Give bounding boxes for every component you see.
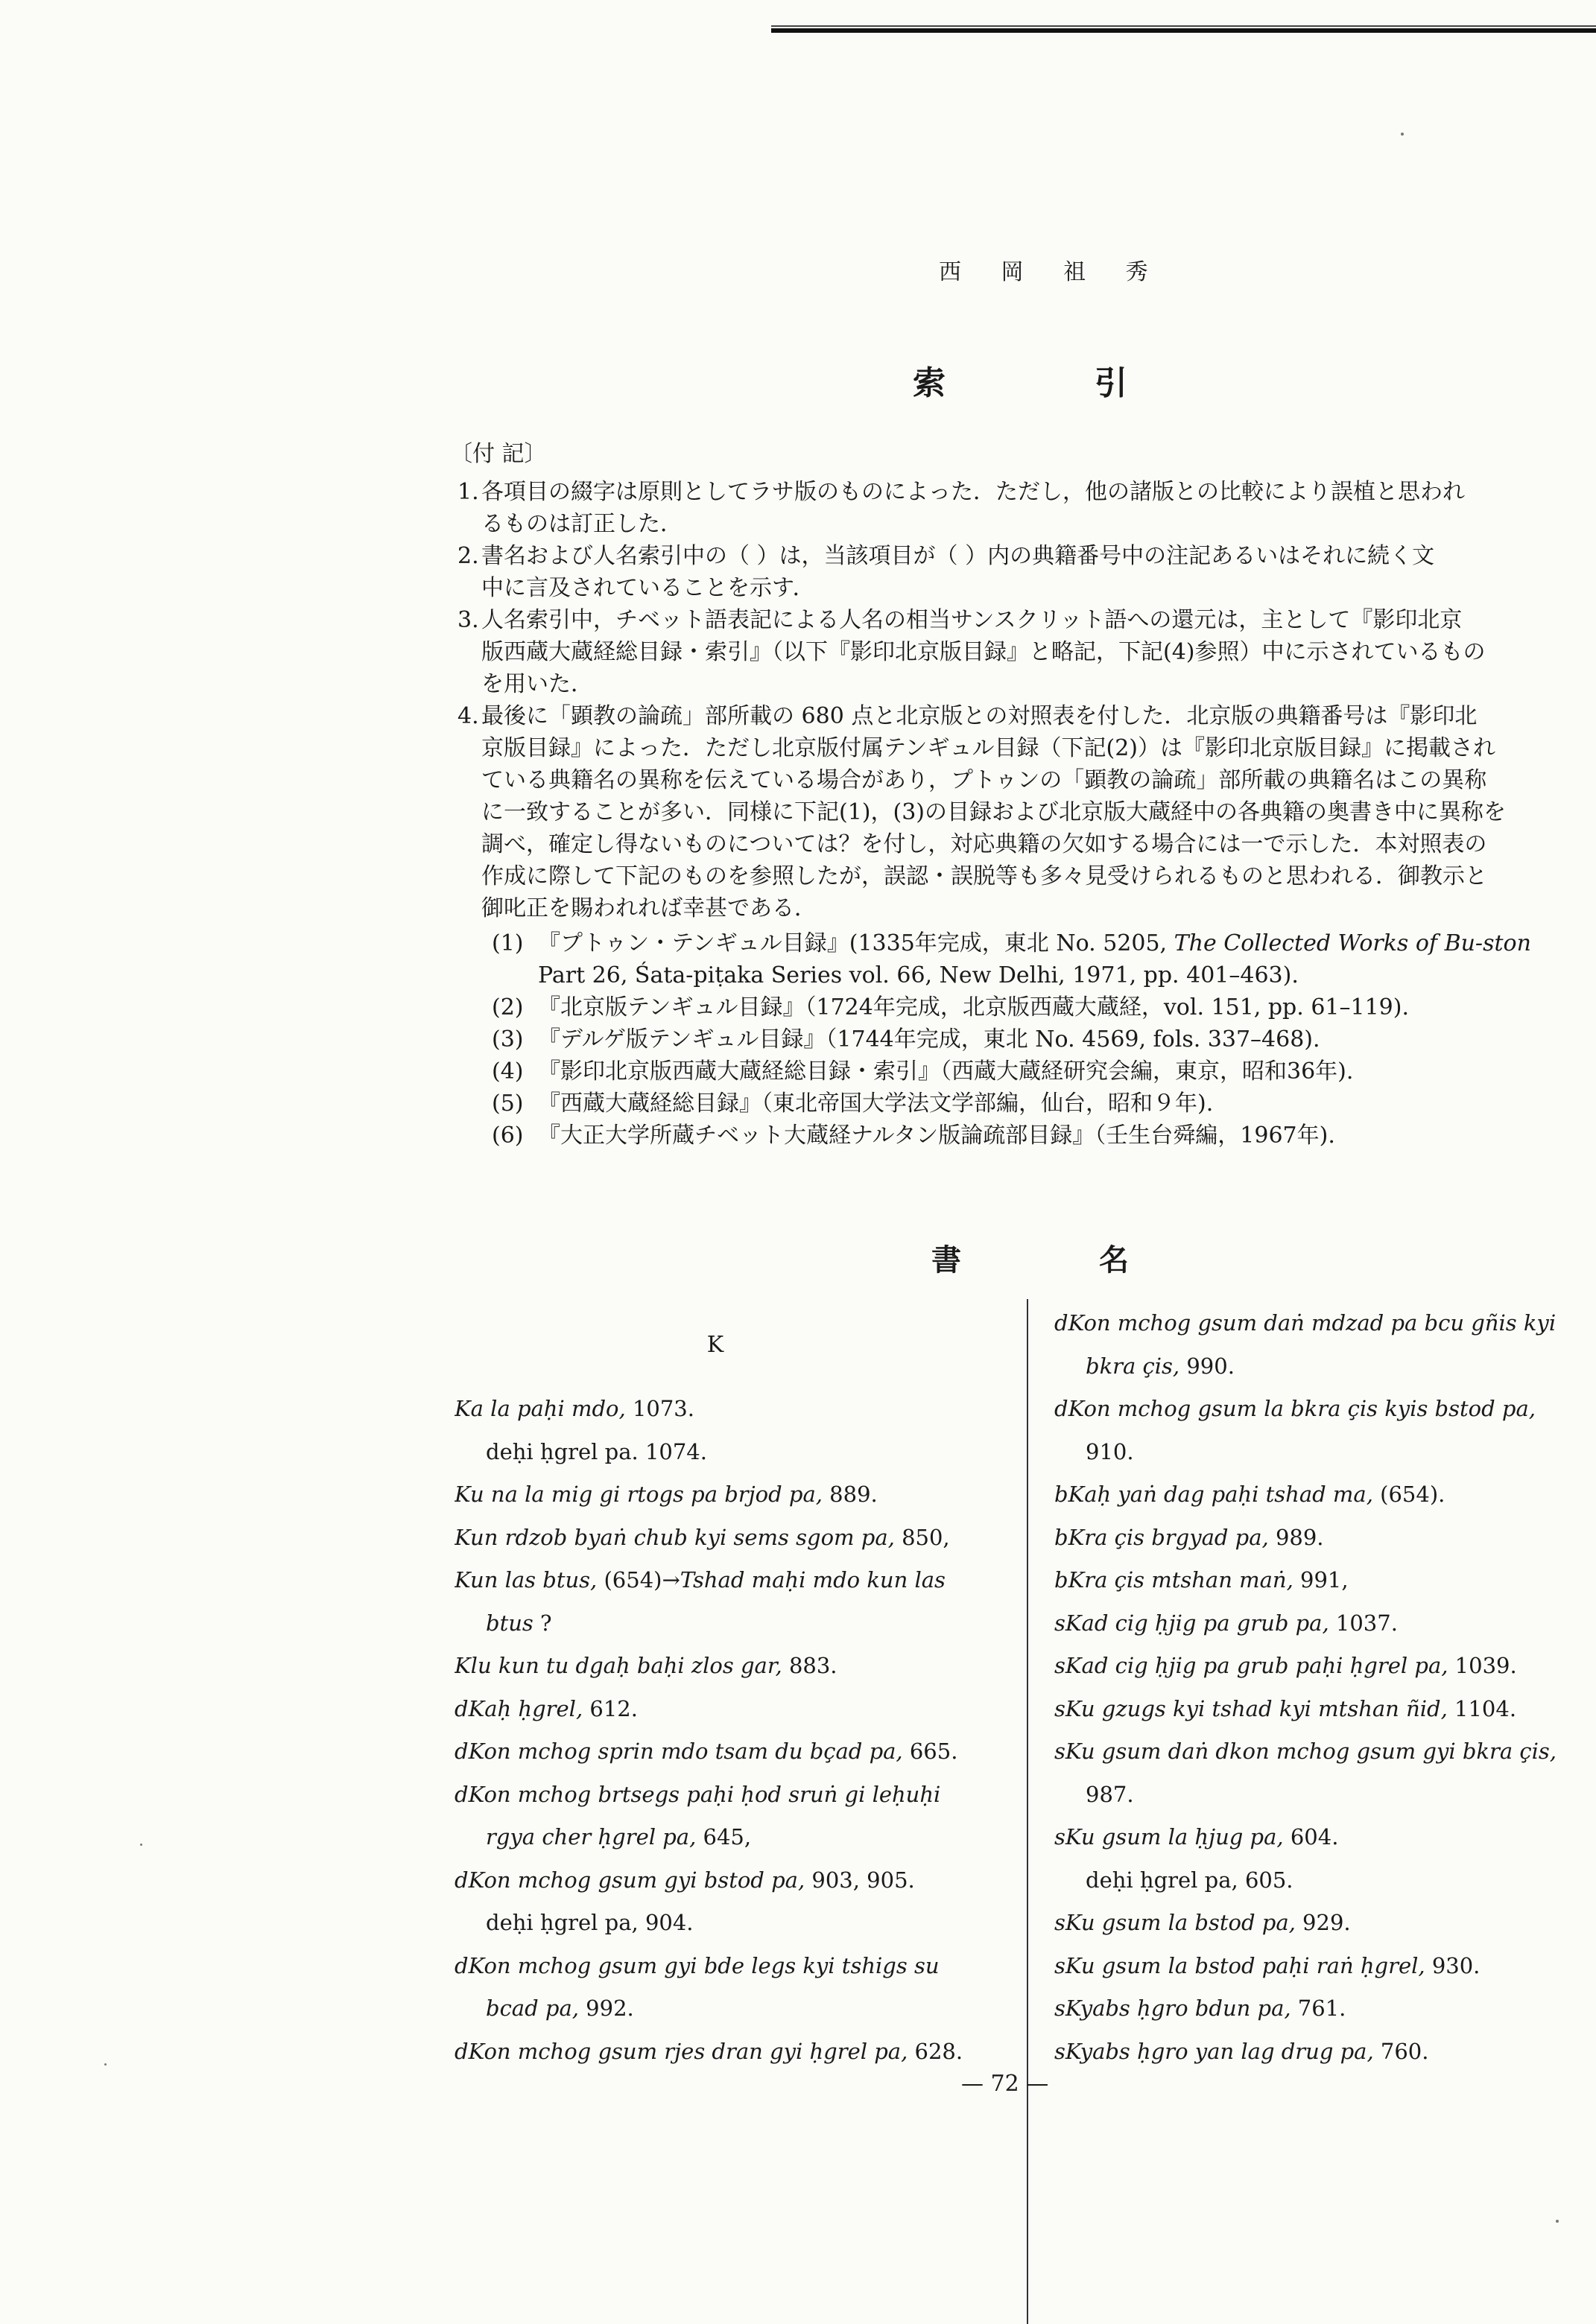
index-entry [455,2031,1006,2074]
note-line: 調べ，確定し得ないものについては？を付し，対応典籍の欠如する場合には一で示した．本対照表の [481,831,1487,857]
references-list [492,927,1596,1152]
index-entry-continuation [1054,1774,1596,1817]
entry-title: dKon mchog gsum rjes dran gyi ḥgrel pa, [455,2038,908,2064]
note-line: 最後に「顕教の論疏」部所載の 680 点と北京版との対照表を付した．北京版の典籍番号は『影印北 [481,703,1478,729]
entry-title: sKyabs ḥgro yan lag drug pa, [1054,2038,1374,2064]
note-item [450,476,1596,540]
entry-reference: deḥi ḥgrel pa, 605. [1086,1867,1293,1893]
reference-item [492,927,1596,991]
reference-text: 『影印北京版西蔵大蔵経総目録・索引』（西蔵大蔵経研究会編，東京，昭和36年). [538,1058,1354,1085]
notes-items [450,476,1596,924]
entry-reference: 612. [583,1695,638,1721]
note-line: を用いた． [481,671,593,697]
author-name: 西 岡 祖 秀 [939,259,1165,285]
note-line: るものは訂正した． [481,511,683,537]
reference-text: 『北京版テンギュル目録』（1724年完成，北京版西蔵大蔵経，vol. 151, pp. 61–119). [538,994,1410,1020]
entry-reference: 889. [822,1482,878,1507]
reference-title: The Collected Works of Bu-ston [1174,930,1531,956]
entry-reference: 604. [1283,1824,1339,1850]
reference-number: (1) [492,930,524,956]
index-entry [455,1688,1006,1731]
note-line: 版西蔵大蔵経総目録・索引』（以下『影印北京版目録』と略記，下記(4)参照）中に示されているもの [481,639,1486,665]
index-entry [1054,2031,1596,2074]
entry-title: dKon mchog gsum gyi bde legs kyi tshigs su [455,1952,940,1978]
entry-title: sKad cig ḥjig pa grub pa, [1054,1610,1329,1636]
entry-reference: (654). [1372,1482,1445,1507]
index-entry [1054,1902,1596,1945]
entry-reference: 1104. [1447,1695,1517,1721]
note-line: に一致することが多い．同様に下記(1)，(3)の目録および北京版大蔵経中の各典籍の奥書き中に異称を [481,799,1506,825]
entry-reference: 665. [902,1739,958,1764]
reference-number: (4) [492,1058,524,1085]
top-rule [771,28,1596,33]
entry-reference: 989. [1268,1524,1324,1550]
scan-speck [1401,133,1404,136]
reference-line [538,927,1596,959]
note-line: 人名索引中，チベット語表記による人名の相当サンスクリット語への還元は，主として『影印北京 [481,607,1463,633]
index-column-left [455,1302,1006,2073]
entry-reference: 930. [1425,1952,1481,1978]
index-entry-continuation [1054,1859,1596,1902]
reference-item [492,1055,1596,1088]
index-entry [1054,1730,1596,1774]
entry-title: Kun rdzob byaṅ chub kyi sems sgom pa, [455,1524,895,1550]
entry-reference: 850, [894,1524,950,1550]
index-entry [1054,1645,1596,1688]
entry-reference: 883. [782,1653,837,1678]
entry-reference: deḥi ḥgrel pa. 1074. [486,1438,707,1464]
index-entry [455,1473,1006,1517]
note-number: 2. [457,543,479,569]
entry-title: dKaḥ ḥgrel, [455,1695,583,1721]
entry-reference: 903, 905. [805,1867,915,1893]
note-line: 各項目の綴字は原則としてラサ版のものによった．ただし，他の諸版との比較により誤植と思われ [481,479,1465,505]
entry-reference: 1037. [1329,1610,1398,1636]
index-entry-continuation [455,1987,1006,2031]
index-column-right [1054,1302,1596,2073]
entry-reference: 1039. [1448,1653,1517,1678]
entry-reference: 929. [1295,1910,1351,1935]
index-entry [1054,1559,1596,1602]
entry-reference: 1073. [625,1396,694,1421]
index-heading-char-1: 索 [913,364,946,402]
entry-reference: 645, [696,1824,752,1850]
reference-line [538,1088,1596,1120]
note-line: 御叱正を賜われれば幸甚である． [481,895,817,921]
entry-title: Klu kun tu dgaḥ baḥi zlos gar, [455,1653,782,1678]
reference-line [538,1023,1596,1055]
entry-title: bKra çis mtshan maṅ, [1054,1567,1293,1593]
note-number: 1. [457,479,479,505]
entry-reference: 628. [908,2038,963,2064]
entry-title: sKyabs ḥgro bdun pa, [1054,1996,1291,2021]
index-entry [1054,1602,1596,1645]
note-item [450,604,1596,700]
entry-title: btus [486,1610,533,1636]
entry-title: Kun las btus, [455,1567,598,1593]
index-entry [1054,1517,1596,1560]
reference-line [538,991,1596,1023]
index-entry [455,1388,1006,1431]
entry-title: bKra çis brgyad pa, [1054,1524,1269,1550]
entry-reference: 987. [1086,1781,1134,1807]
page-number: — 72 — [961,2071,1049,2097]
entry-reference: ? [533,1610,552,1636]
index-entry-continuation [455,1816,1006,1859]
index-entry [1054,1987,1596,2031]
index-heading [913,356,1127,404]
note-number: 4. [457,703,479,729]
entry-title: bkra çis, [1086,1353,1180,1379]
entry-title: sKu gsum daṅ dkon mchog gsum gyi bkra çis, [1054,1739,1557,1764]
reference-text: 『プトゥン・テンギュル目録』(1335年完成，東北 No. 5205, [538,930,1174,956]
note-line: 中に言及されていることを示す． [481,575,815,601]
entry-title: dKon mchog gsum daṅ mdzad pa bcu gñis kyi [1054,1310,1557,1336]
index-entry-continuation [455,1902,1006,1945]
index-entry-continuation [1054,1345,1596,1388]
entry-title: Ku na la mig gi rtogs pa brjod pa, [455,1482,823,1507]
reference-line [538,1120,1596,1152]
scan-speck [140,1844,142,1846]
notes-title: 〔付 記〕 [450,441,547,467]
index-entry [455,1774,1006,1817]
reference-text: 『デルゲ版テンギュル目録』（1744年完成，東北 No. 4569, fols. 337–468). [538,1026,1320,1053]
supplementary-notes [450,438,1596,1152]
note-line: 作成に際して下記のものを参照したが，誤認・誤脱等も多々見受けられるものと思われる．御教示と [481,863,1487,889]
entry-reference: 760. [1373,2038,1429,2064]
index-entry [455,1859,1006,1902]
note-line: 京版目録』によった．ただし北京版付属テンギュル目録（下記(2)）は『影印北京版目録』に掲載され [481,735,1495,761]
index-entry [455,1730,1006,1774]
index-entry [1054,1473,1596,1517]
scan-speck [104,2063,107,2066]
reference-text: 『大正大学所蔵チベット大蔵経ナルタン版論疏部目録』（壬生台舜編，1967年). [538,1123,1335,1149]
entry-reference: 991, [1293,1567,1349,1593]
entry-title: rgya cher ḥgrel pa, [486,1824,697,1850]
note-item [450,540,1596,604]
index-entry-continuation [455,1431,1006,1474]
index-entry [1054,1816,1596,1859]
left-entries [455,1388,1006,2073]
entry-reference: deḥi ḥgrel pa, 904. [486,1910,694,1935]
reference-item [492,1023,1596,1055]
entry-title: sKu gsum la bstod pa, [1054,1910,1296,1935]
reference-number: (3) [492,1026,524,1053]
titles-heading-char-1: 書 [931,1242,961,1277]
right-entries [1054,1302,1596,2073]
note-line: 書名および人名索引中の（ ）は，当該項目が（ ）内の典籍番号中の注記あるいはそれに続く文 [481,543,1435,569]
scan-speck [1556,2220,1559,2223]
section-letter: K [706,1332,724,1358]
titles-heading-char-2: 名 [1099,1242,1129,1277]
entry-title: sKad cig ḥjig pa grub paḥi ḥgrel pa, [1054,1653,1448,1678]
note-item [450,700,1596,924]
index-entry [1054,1688,1596,1731]
index-entry [455,1559,1006,1602]
entry-reference: 992. [578,1996,634,2021]
entry-title: Ka la paḥi mdo, [455,1396,626,1421]
index-heading-char-2: 引 [1095,364,1127,402]
reference-line [538,1055,1596,1088]
index-entry [455,1517,1006,1560]
entry-reference: 761. [1291,1996,1346,2021]
reference-number: (2) [492,994,524,1020]
entry-title: sKu gzugs kyi tshad kyi mtshan ñid, [1054,1695,1448,1721]
entry-title: sKu gsum la ḥjug pa, [1054,1824,1284,1850]
titles-heading [931,1236,1129,1279]
entry-title: dKon mchog brtsegs paḥi ḥod sruṅ gi leḥuḥi [455,1781,941,1807]
note-number: 3. [457,607,479,633]
index-entry-continuation [1054,1431,1596,1474]
reference-item [492,1120,1596,1152]
reference-item [492,1088,1596,1120]
entry-title: sKu gsum la bstod paḥi raṅ ḥgrel, [1054,1952,1425,1978]
entry-title: bKaḥ yaṅ dag paḥi tshad ma, [1054,1482,1373,1507]
entry-title: bcad pa, [486,1996,579,2021]
entry-reference: (654)→ [597,1567,680,1593]
reference-number: (5) [492,1090,524,1117]
entry-title: dKon mchog gsum gyi bstod pa, [455,1867,805,1893]
entry-title: Tshad maḥi mdo kun las [680,1567,946,1593]
entry-reference: 910. [1086,1438,1134,1464]
entry-title: dKon mchog sprin mdo tsam du bçad pa, [455,1739,903,1764]
entry-title: dKon mchog gsum la bkra çis kyis bstod pa, [1054,1396,1536,1421]
reference-item [492,991,1596,1023]
entry-reference: 990. [1179,1353,1235,1379]
index-entry [455,1645,1006,1688]
index-entry [1054,1945,1596,1988]
top-rule-thin [771,25,1596,27]
index-entry-continuation [455,1602,1006,1645]
index-entry [1054,1388,1596,1431]
index-entry [1054,1302,1596,1345]
reference-line: Part 26, Śata-piṭaka Series vol. 66, New Delhi, 1971, pp. 401–463). [538,962,1299,988]
reference-text: 『西蔵大蔵経総目録』（東北帝国大学法文学部編，仙台，昭和９年). [538,1090,1214,1117]
index-entry [455,1945,1006,1988]
column-divider [1027,1299,1028,2324]
reference-number: (6) [492,1123,524,1149]
note-line: ている典籍名の異称を伝えている場合があり，プトゥンの「顕教の論疏」部所載の典籍名はこの異称 [481,767,1487,793]
